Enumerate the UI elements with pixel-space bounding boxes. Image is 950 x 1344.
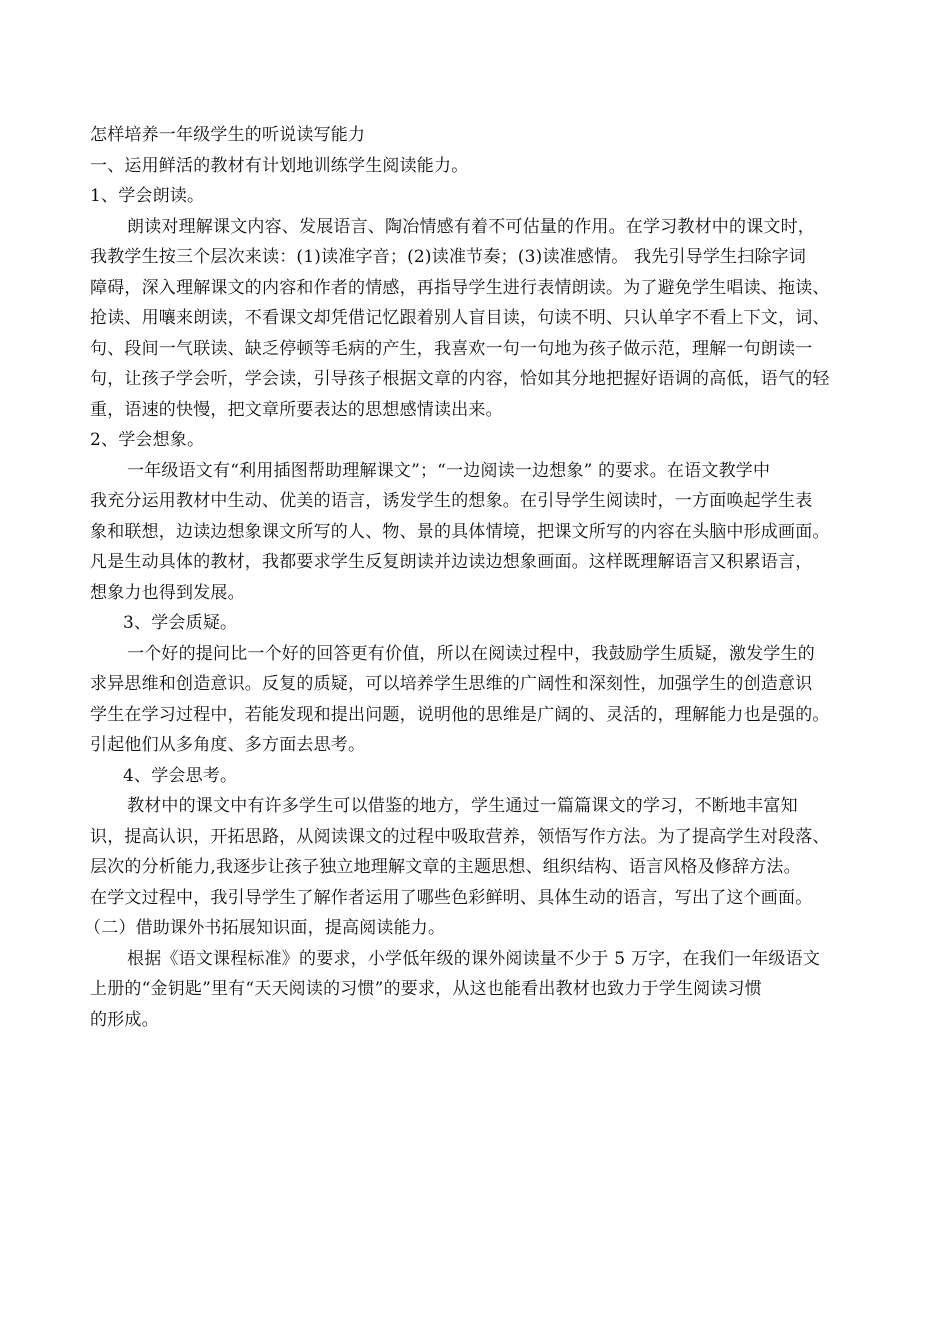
paragraph-line: 句、段间一气联读、缺乏停顿等毛病的产生，我喜欢一句一句地为孩子做示范，理解一句朗读一: [90, 338, 813, 359]
paragraph-line: 一年级语文有“利用插图帮助理解课文”；“一边阅读一边想象” 的要求。在语文教学中: [127, 460, 771, 481]
paragraph-thinking: [90, 791, 880, 913]
paragraph-reading-aloud: [90, 212, 880, 426]
subheading-reading-aloud: 1、学会朗读。: [90, 186, 205, 206]
section-heading-2: （二）借助课外书拓展知识面，提高阅读能力。: [84, 918, 446, 938]
subheading-thinking: 4、学会思考。: [123, 765, 238, 786]
paragraph-line: 在学文过程中，我引导学生了解作者运用了哪些色彩鲜明、具体生动的语言，写出了这个画面。: [90, 887, 813, 908]
paragraph-line: 的形成。: [90, 1009, 159, 1030]
paragraph-imagination: [90, 456, 880, 609]
paragraph-line: 教材中的课文中有许多学生可以借鉴的地方，学生通过一篇篇课文的学习，不断地丰富知: [127, 796, 798, 816]
subheading-imagination: 2、学会想象。: [90, 430, 205, 450]
paragraph-line: 根据《语文课程标准》的要求，小学低年级的课外阅读量不少于 5 万字，在我们一年级语文: [127, 948, 821, 969]
paragraph-line: 朗读对理解课文内容、发展语言、陶冶情感有着不可估量的作用。在学习教材中的课文时，: [127, 216, 815, 237]
paragraph-line: 求异思维和创造意识。反复的质疑，可以培养学生思维的广阔性和深刻性，加强学生的创造意识: [90, 674, 813, 694]
paragraph-line: 抢读、用嚷来朗读，不看课文却凭借记忆跟着别人盲目读，句读不明、只认单字不看上下文，词、: [90, 308, 830, 328]
subheading-questioning: 3、学会质疑。: [123, 613, 238, 633]
paragraph-line: 我充分运用教材中生动、优美的语言，诱发学生的想象。在引导学生阅读时，一方面唤起学生表: [90, 491, 813, 511]
paragraph-line: 引起他们从多角度、多方面去思考。: [90, 735, 366, 755]
paragraph-line: 层次的分析能力,我逐步让孩子独立地理解文章的主题思想、组织结构、语言风格及修辞方法。: [90, 857, 801, 877]
paragraph-line: 句，让孩子学会听，学会读，引导孩子根据文章的内容，恰如其分地把握好语调的高低，语气的轻: [90, 369, 830, 389]
paragraph-line: 凡是生动具体的教材，我都要求学生反复朗读并边读边想象画面。这样既理解语言又积累语言，: [90, 552, 813, 572]
paragraph-line: 识，提高认识，开拓思路，从阅读课文的过程中吸取营养，领悟写作方法。为了提高学生对段落、: [90, 826, 830, 847]
paragraph-extracurricular: [90, 944, 880, 1036]
paragraph-questioning: [90, 639, 880, 761]
paragraph-line: 我教学生按三个层次来读：(1)读准字音；(2)读准节奏；(3)读准感情。 我先引导学生扫除字词: [90, 247, 807, 267]
paragraph-line: 学生在学习过程中，若能发现和提出问题，说明他的思维是广阔的、灵活的，理解能力也是强的。: [90, 704, 830, 725]
document-title: 怎样培养一年级学生的听说读写能力: [90, 125, 366, 145]
document-body: [84, 120, 880, 1035]
paragraph-line: 障碍，深入理解课文的内容和作者的情感，再指导学生进行表情朗读。为了避免学生唱读、拖读、: [90, 277, 830, 298]
section-heading-1: 一、运用鲜活的教材有计划地训练学生阅读能力。: [90, 155, 469, 176]
paragraph-line: 象和联想，边读边想象课文所写的人、物、景的具体情境，把课文所写的内容在头脑中形成画面。: [90, 521, 830, 542]
paragraph-line: 上册的“金钥匙”里有“天天阅读的习惯”的要求，从这也能看出教材也致力于学生阅读习惯: [90, 979, 762, 999]
paragraph-line: 想象力也得到发展。: [90, 582, 245, 603]
paragraph-line: 重，语速的快慢，把文章所要表达的思想感情读出来。: [90, 399, 503, 420]
paragraph-line: 一个好的提问比一个好的回答更有价值，所以在阅读过程中，我鼓励学生质疑，激发学生的: [127, 643, 815, 664]
